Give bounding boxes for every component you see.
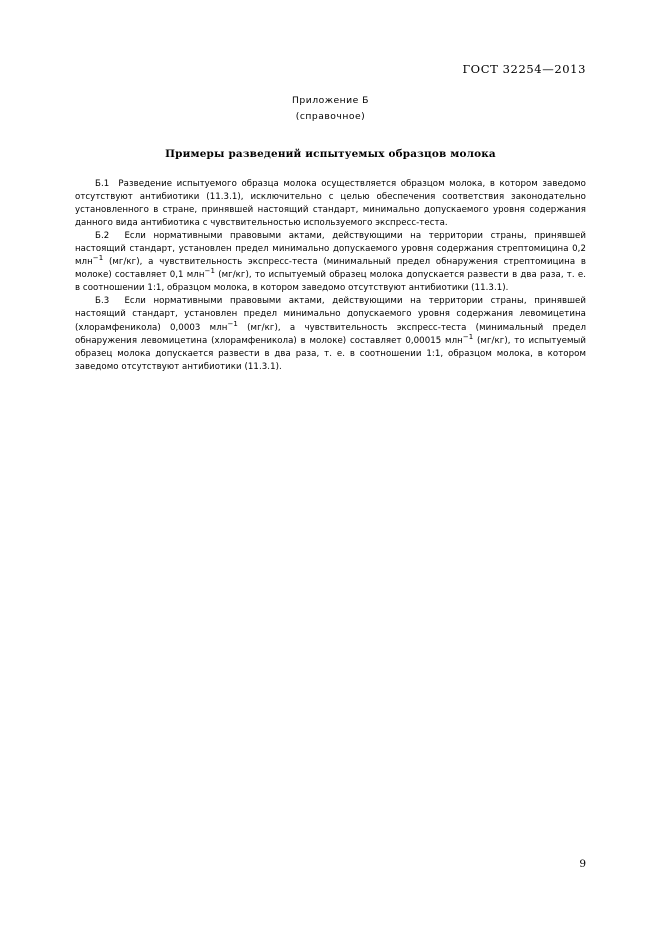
paragraph-b1-text: Разведение испытуемого образца молока осуществляется образцом молока, в котором заведомо отсутствуют антибиотики (11.3.1), исключительно с целью обеспечения соответствия законодательно установленного в стране, принявшей настоящий стандарт, минимально допускаемого уровня содержания данного вида антибиотика с чувствительностью используемого экспресс-теста. bbox=[75, 179, 586, 229]
body-text bbox=[75, 178, 586, 374]
appendix-label: Приложение Б bbox=[292, 95, 369, 106]
paragraph-b2-text-part3: (мг/кг), то испытуемый образец молока допускается развести в два раза, т. е. в соотношении 1:1, образцом молока, в котором заведомо отсутствуют антибиотики (11.3.1). bbox=[75, 270, 586, 294]
appendix-type: (справочное) bbox=[295, 111, 366, 122]
paragraph-b3-exponent-1: −1 bbox=[227, 319, 238, 328]
paragraph-b3-number: Б.3 bbox=[95, 296, 110, 307]
paragraph-b2-exponent-2: −1 bbox=[204, 267, 215, 276]
paragraph-b2-number: Б.2 bbox=[95, 231, 110, 242]
paragraph-b3 bbox=[75, 295, 586, 373]
paragraph-b1-number: Б.1 bbox=[95, 179, 110, 189]
paragraph-b3-exponent-2: −1 bbox=[462, 332, 474, 341]
paragraph-b2-text-part2: (мг/кг), а чувствительность экспресс-теста (минимальный предел обнаружения стрептомицина в молоке) составляет 0,1 млн bbox=[75, 257, 586, 281]
page-title: Примеры разведений испытуемых образцов молока bbox=[165, 148, 496, 160]
paragraph-b3-text-part3: (мг/кг), то испытуемый образец молока допускается развести в два раза, т. е. в соотношении 1:1, образцом молока, в котором заведомо отсутствуют антибиотики (11.3.1). bbox=[75, 335, 586, 372]
paragraph-b1 bbox=[75, 178, 586, 230]
appendix-heading bbox=[0, 93, 661, 125]
page-number: 9 bbox=[579, 858, 586, 870]
paragraph-b3-text-part2: (мг/кг), а чувствительность экспресс-теста (минимальный предел обнаружения левомицетина (хлорамфеникола) в молоке) составляет 0,00015 млн bbox=[75, 322, 586, 346]
paragraph-b2-exponent-1: −1 bbox=[92, 254, 104, 263]
paragraph-b3-text-part1: Если нормативными правовыми актами, действующими на территории страны, принявшей настоящий стандарт, установлен предел минимально допускаемого уровня содержания левомицетина (хлорамфеникола) 0,0003 млн bbox=[75, 296, 586, 333]
paragraph-b2-text-part1: Если нормативными правовыми актами, действующими на территории страны, принявшей настоящий стандарт, установлен предел минимально допускаемого уровня содержания стрептомицина 0,2 млн bbox=[75, 231, 586, 268]
standard-designation: ГОСТ 32254—2013 bbox=[462, 62, 586, 76]
paragraph-b2 bbox=[75, 230, 586, 295]
